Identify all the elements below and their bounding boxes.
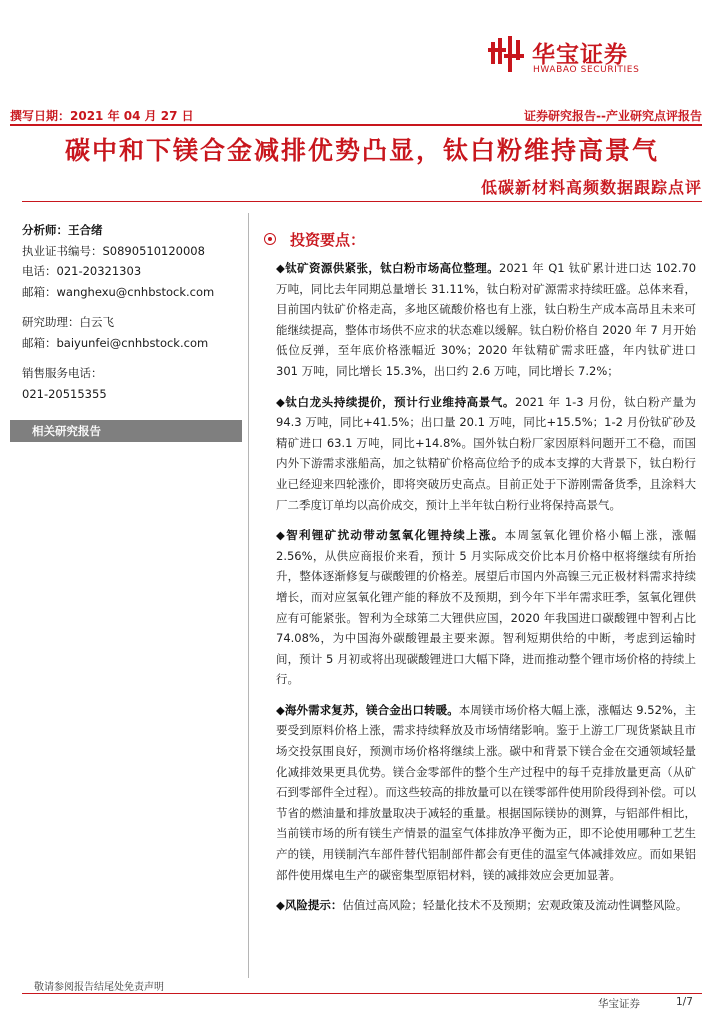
footer-brand: 华宝证券: [598, 998, 640, 1010]
paragraph-body: 2021 年 Q1 钛矿累计进口达 102.70 万吨，同比去年同期总量增长 31.11%，钛白粉对矿源需求持续旺盛。总体来看，目前国内钛矿价格走高，多地区硫酸价格也有上涨，钛白粉生产成本高昂且未来可能继续提高，整体市场供不应求的状态难以缓解。钛白粉价格自 2020 年 7 月开始低位反弹，至年底价格涨幅近 30%；2020 年钛精矿需求旺盛，年内钛矿进口 301 万吨，同比增长 15.3%，出口约 2.6 万吨，同比增长 7.2%；: [276, 261, 697, 378]
key-point-paragraph: [276, 525, 696, 690]
target-icon: [264, 233, 276, 245]
company-logo: [488, 34, 688, 80]
key-point-paragraph: [276, 258, 696, 382]
sales-phone: 021-20515355: [22, 386, 107, 401]
key-point-paragraph: [276, 392, 696, 516]
analyst-phone: 电话：021-20321303: [22, 264, 142, 278]
page-title: 碳中和下镁合金减排优势凸显，钛白粉维持高景气: [64, 136, 659, 165]
column-divider: [248, 213, 249, 978]
key-points: [276, 258, 696, 926]
related-reports-heading: 相关研究报告: [10, 420, 242, 442]
assistant-name: 研究助理：白云飞: [22, 315, 114, 329]
analyst-license: 执业证书编号：S0890510120008: [22, 243, 205, 258]
paragraph-lead: ◆智利锂矿扰动带动氢氧化锂持续上涨。: [276, 528, 505, 543]
paragraph-lead: ◆钛矿资源供紧张，钛白粉市场高位整理。: [276, 261, 499, 275]
assistant-email[interactable]: 邮箱：baiyunfei@cnhbstock.com: [22, 335, 209, 350]
paragraph-body: 本周氢氧化锂价格小幅上涨，涨幅 2.56%，从供应商报价来看，预计 5 月实际成交价比本月价格中枢将继续有所抬升，整体逐渐修复与碳酸锂的价格差。展望后市国内外高镍三元正极材料需求持续增长，而对应氢氧化锂产能的释放不及预期，到今年下半年需求旺季，氢氧化锂供应有可能紧张。智利为全球第二大锂供应国，2020 年我国进口碳酸锂中智利占比 74.08%，为中国海外碳酸锂最主要来源。智利短期供给的中断，考虑到运输时间，预计 5 月初或将出现碳酸锂进口大幅下降，进而推动整个锂市场价格的持续上行。: [276, 528, 697, 687]
page-number: 1/7: [676, 996, 693, 1008]
analyst-email[interactable]: 邮箱：wanghexu@cnhbstock.com: [22, 284, 215, 299]
analyst-info: [22, 220, 244, 404]
analyst-name: 分析师：王合绪: [22, 223, 103, 237]
section-title-text: 投资要点：: [290, 231, 366, 249]
report-date: 撰写日期：2021 年 04 月 27 日: [10, 109, 194, 123]
logo-chinese-name: 华宝证券: [532, 42, 628, 68]
paragraph-body: 本周镁市场价格大幅上涨，涨幅达 9.52%，主要受到原料价格上涨，需求持续释放及市场情绪影响。鉴于上游工厂现货紧缺且市场交投氛围良好，预测市场价格将继续上涨。碳中和背景下镁合金在交通领域轻量化减排效果更具优势。镁合金零部件的整个生产过程中的每千克排放量更高（从矿石到零部件全过程）。而这些较高的排放量可以在镁零部件使用阶段得到补偿。可以节省的燃油量和排放量取决于减轻的重量。根据国际镁协的测算，与铝部件相比，当前镁市场的所有镁生产情景的温室气体排放净平衡为正，即不论使用哪种工艺生产的镁，用镁制汽车部件替代铝制部件都会有更佳的温室气体减排效应。而如果铝部件使用煤电生产的碳密集型原铝材料，镁的减排效应会更加显著。: [276, 702, 697, 882]
sales-phone-label: 销售服务电话：: [22, 366, 103, 380]
hwabao-logo-icon: [488, 34, 526, 74]
disclaimer-note: 敬请参阅报告结尾处免责声明: [34, 982, 164, 993]
section-title: [264, 229, 365, 250]
page-subtitle: 低碳新材料高频数据跟踪点评: [480, 178, 702, 197]
footer-divider: [22, 993, 702, 994]
paragraph-lead: ◆钛白龙头持续提价，预计行业维持高景气。: [276, 394, 515, 409]
paragraph-body: 估值过高风险；轻量化技术不及预期；宏观政策及流动性调整风险。: [342, 898, 688, 913]
logo-english-name: HWABAO SECURITIES: [533, 65, 640, 75]
title-divider: [22, 201, 702, 202]
risk-warning: [276, 895, 696, 916]
key-point-paragraph: [276, 700, 696, 885]
paragraph-lead: ◆风险提示：: [276, 898, 343, 913]
paragraph-body: 2021 年 1-3 月份，钛白粉产量为 94.3 万吨，同比+41.5%；出口量 20.1 万吨，同比+15.5%；1-2 月份钛矿砂及精矿进口 63.1 万吨，同比+14.8%。国外钛白粉厂家因原料问题开工不稳，而国内外下游需求涨船高，加之钛精矿价格高位给予的成本支撑的大背景下，钛白粉行业已经迎来四轮涨价，即将突破历史高点。目前正处于下游刚需备货季，且涂料大厂二季度订单均以高价成交，预计上半年钛白粉行业将保持高景气。: [276, 394, 697, 512]
report-type: 证券研究报告--产业研究点评报告: [524, 109, 702, 123]
paragraph-lead: ◆海外需求复苏，镁合金出口转暖。: [276, 702, 459, 717]
header-divider: [10, 124, 702, 126]
